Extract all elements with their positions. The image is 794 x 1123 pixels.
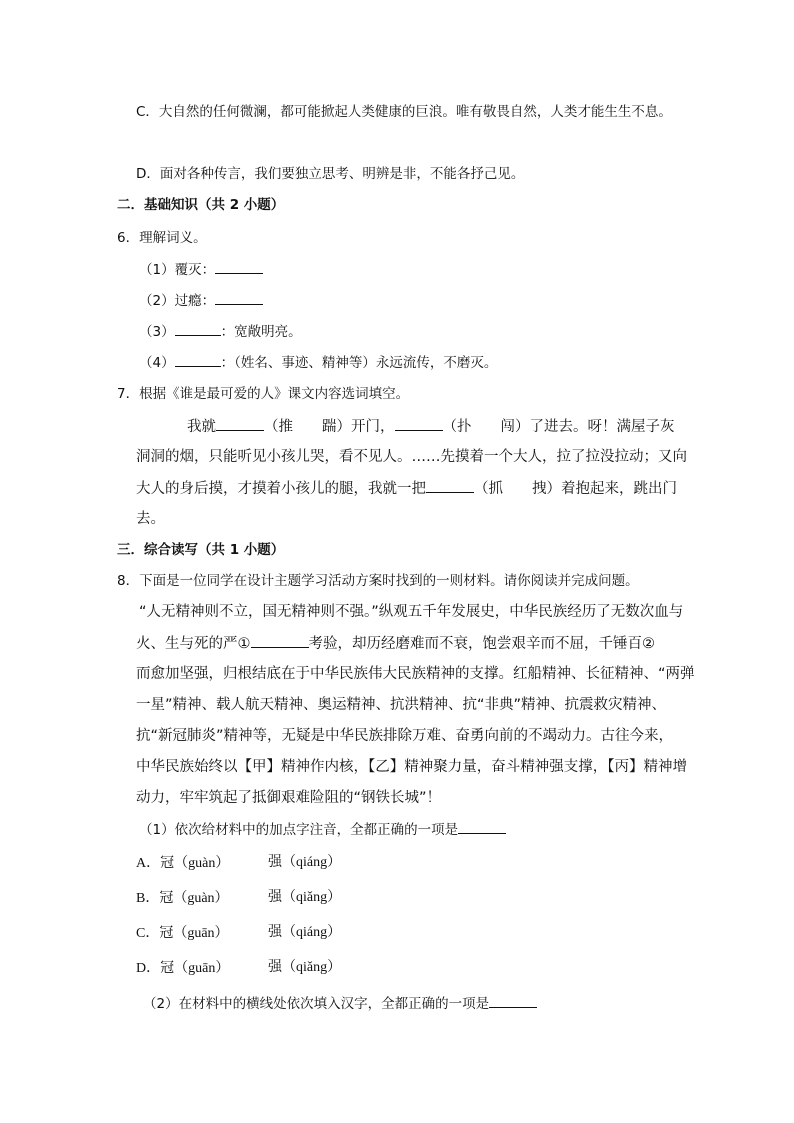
choice-b-second: 强（qiǎng） <box>268 890 342 905</box>
material-line-7: 动力，牢牢筑起了抵御艰难险阻的“钢铁长城”！ <box>136 790 442 806</box>
choice-a-first: A．冠（guàn） <box>136 856 230 871</box>
question-6-item-4 <box>139 352 497 373</box>
answer-blank[interactable] <box>215 259 263 274</box>
question-7-line-1 <box>187 416 675 437</box>
answer-blank[interactable] <box>251 633 309 648</box>
passage-text: 我就 <box>187 419 216 435</box>
item-3-definition: ：宽敞明亮。 <box>220 324 302 340</box>
choice-b-first: B．冠（guàn） <box>136 891 229 906</box>
sub-question-text: （1）依次给材料中的加点字注音，全都正确的一项是 <box>139 822 459 838</box>
answer-blank[interactable] <box>489 993 537 1008</box>
choice-a[interactable] <box>136 853 342 874</box>
section-heading-2: 二．基础知识（共 2 小题） <box>117 197 285 213</box>
answer-blank[interactable] <box>458 819 506 834</box>
passage-text: 考验，却历经磨难而不衰，饱尝艰辛而不屈，千锤百② <box>308 636 655 652</box>
material-line-2 <box>136 633 655 654</box>
material-line-1: “人无精神则不立，国无精神则不强。”纵观五千年发展史，中华民族经历了无数次血与 <box>139 604 684 620</box>
answer-blank[interactable] <box>216 416 264 431</box>
passage-text: 大人的身后摸，才摸着小孩儿的腿，我就一把 <box>136 481 426 497</box>
question-7-stem: 7．根据《谁是最可爱的人》课文内容选词填空。 <box>117 386 410 402</box>
option-c: C．大自然的任何微澜，都可能掀起人类健康的巨浪。唯有敬畏自然，人类才能生生不息。 <box>136 104 672 120</box>
question-6-item-2 <box>139 290 263 311</box>
passage-text: （抓 拽）着抱起来，跳出门 <box>474 481 677 497</box>
question-8-sub-1 <box>139 819 506 840</box>
question-7-line-3 <box>136 478 677 499</box>
answer-blank[interactable] <box>395 416 443 431</box>
section-heading-3: 三．综合读写（共 1 小题） <box>117 542 285 558</box>
item-3-prefix: （3） <box>139 324 175 340</box>
question-6-item-3 <box>139 321 302 342</box>
choice-d[interactable] <box>136 958 342 979</box>
option-d: D．面对各种传言，我们要独立思考、明辨是非，不能各抒己见。 <box>136 166 525 182</box>
question-6-stem: 6．理解词义。 <box>117 230 207 246</box>
material-line-4: 一星”精神、载人航天精神、奥运精神、抗洪精神、抗“非典”精神、抗震救灾精神、 <box>136 697 667 713</box>
passage-text: （推 踹）开门， <box>264 419 395 435</box>
material-line-3: 而愈加坚强，归根结底在于中华民族伟大民族精神的支撑。红船精神、长征精神、“两弹 <box>136 666 695 682</box>
question-6-item-1 <box>139 259 263 280</box>
choice-c[interactable] <box>136 923 342 944</box>
sub-question-text: （2）在材料中的横线处依次填入汉字，全都正确的一项是 <box>143 996 490 1012</box>
question-8-stem: 8．下面是一位同学在设计主题学习活动方案时找到的一则材料。请你阅读并完成问题。 <box>117 573 639 589</box>
question-7-line-4: 去。 <box>136 511 165 527</box>
question-8-sub-2 <box>143 993 537 1014</box>
material-line-5: 抗“新冠肺炎”精神等，无疑是中华民族排除万难、奋勇向前的不竭动力。古往今来， <box>136 728 674 744</box>
answer-blank[interactable] <box>426 478 474 493</box>
question-7-line-2: 洞洞的烟，只能听见小孩儿哭，看不见人。……先摸着一个大人，拉了拉没拉动；又向 <box>136 449 687 465</box>
item-4-prefix: （4） <box>139 355 175 371</box>
choice-a-second: 强（qiáng） <box>268 855 342 870</box>
passage-text: 火、生与死的严① <box>136 636 251 652</box>
passage-text: （扑 闯）了进去。呀！满屋子灰 <box>442 419 675 435</box>
choice-c-first: C．冠（guān） <box>136 926 229 941</box>
answer-blank[interactable] <box>175 352 221 367</box>
item-2-label: （2）过瘾： <box>139 293 216 309</box>
answer-blank[interactable] <box>215 290 263 305</box>
choice-d-second: 强（qiǎng） <box>268 960 342 975</box>
material-line-6: 中华民族始终以【甲】精神作内核，【乙】精神聚力量，奋斗精神强支撑，【丙】精神增 <box>136 759 687 775</box>
item-1-label: （1）覆灭： <box>139 262 216 278</box>
answer-blank[interactable] <box>175 321 221 336</box>
choice-d-first: D．冠（guān） <box>136 961 230 976</box>
choice-b[interactable] <box>136 888 342 909</box>
choice-c-second: 强（qiáng） <box>268 925 342 940</box>
item-4-definition: ：（姓名、事迹、精神等）永远流传，不磨灭。 <box>220 355 498 371</box>
